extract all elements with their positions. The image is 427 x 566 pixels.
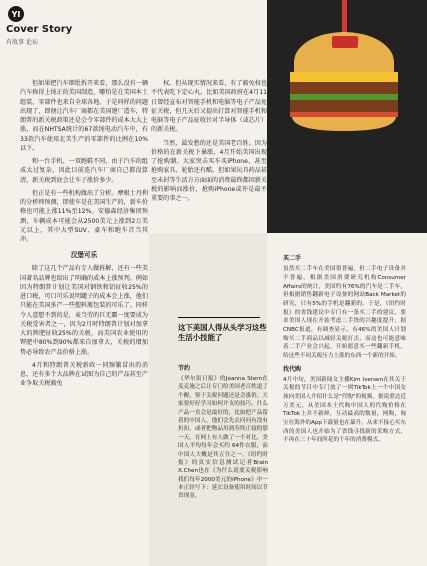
subheading: 汉堡可乐 [70,251,98,260]
section-subtitle: 有故事 论坛 [6,39,38,46]
paragraph: 和一台手机、一双跑鞋不同，由于汽车的组成太过复杂，因此目前连汽车厂商自己都没算清，新关税到底会让车子涨价多少。 [20,158,148,184]
caption-text: 《华尔街日报》的Joanna Stern在麦克施之后让专门给美国老百姓道了个醒，鉴于关税问题还是会涨价，大家要好好学习如何开支的技巧，什么产品一直会是最好的，比如把产品留着的中国人，他们会先去问问有没有折扣，或者把物品用到寿终正寝的那一天。在网上有人做了一个对比，美国人平均每年会买约 64件衣服，而中国人大概是其五分之一。《纽约时报》的真实信息测试记者Brain X.Chen也在《为什么说要关税影响我们每年2000美元的iPhone》中一本正经写下：延长设备使用时间以节省现金。 [178,376,268,500]
bun-bottom-icon [292,117,396,131]
page-header [6,4,146,48]
section-label: 买二手 [283,255,302,262]
tomato-icon [290,112,398,117]
article-right-column [283,250,406,448]
caption-heading: 这下美国人得从头学习这些生活小技能了 [178,323,267,342]
burger-illustration [280,0,410,135]
caption-label: 节约 [178,365,191,372]
patty-icon-2 [290,100,398,112]
paragraph: 但正是有一些机构做出了分析。摩根士丹利的分析师预测，即使车是在美国生产的，新车价格也可能上涨11%至12%。安德森经济集团预测，车辆成本可能会从2500美元上涨到2万美元以上，其中大型SUV、豪车和跑车首当其冲。 [20,189,148,243]
patty-icon [290,82,398,94]
section-badge: YI [8,6,24,22]
article-left-column [20,79,148,393]
section-title: Cover Story [6,24,73,35]
caption-body [178,364,268,501]
paragraph: 4月中旬，美国新闻女主播Kim Iversen在其关于关税的节目中专门放了一则TikTok上一个中国女孩向美国人介绍什么是"代购"的视频。据说重达近万美元，从美国本土代购中国人的代购价格在TikTok上并不新鲜，互动最高的数量，网购，淘宝在海外的App下载量也在暴升。从来不接心买东西的美国人也开始为了省钱寻找新的采购方式，不再在三十年间所花的千年的消费模式。 [283,376,406,444]
cheese-icon [290,72,398,82]
article-middle-column [151,79,267,207]
section-label: 找代购 [283,365,302,373]
lettuce-icon [290,94,398,100]
paragraph: 但如果把汽车细纰拆开来看，那么没有一辆汽车称得上纯正的美国制造，哪怕是在美国本土组装，零部件也来自全球各地。于是同样的问题出现了，即便让汽车厂商都在美国建厂造车，特朗普的新关税政策还是会令零部件的成本大大上涨，而在NHTSA统计的67款纯电动汽车中，有33款汽车使用北美生产的零部件的比例在10%以下。 [20,80,148,152]
paragraph: 当然，最发愁的还是美国老百姓。因为价格的在新关税下暴涨，4月开始美国出现了抢购潮。大家突击买车买iPhone，甚至抢购家具、轮胎还有酷。但如果玩具药品甚至未封等生活方方面面的消费最终都因新关税的影响而涨价，抢购iPhone或许是最不重要的事之一。 [151,139,267,202]
paragraph: 除了这几个产品有专人做拆解，还有一些美国著名品牌也给出了明确的成本上涨预判。例如因为特朗普计划让美国对钢铁和铝征收25%的进口税，可口可乐说明罐子的成本会上涨，他们只能在美国多产一些塑料瓶包装的可乐了。同样令人意想不到的是，麦当劳的巨无霸一度要成为关税受害者之一，因为2月时特朗普计划对加拿大的牌肥征收25%的关税，而美国农业使用的钾肥中80%到90%都来自加拿大，关税的增加势必导致农产品价格上涨。 [20,265,148,356]
paragraph: 权。但从现实情况来看，有了豁免权也不代表吃下定心丸。比如美国政府在4月11日曾经宣布对智能手机和电脑等电子产品免征关税，但几天后又提出打算对智能手机和电脑等电子产品征收针对半导体（或芯片）的新关税。 [151,80,267,134]
caption-divider [178,317,260,318]
paragraph: 虽然买二手车在美国很普遍，但二手电子设备并不普遍。根据美国消费研究机构Consumer Affairs的统计，美国约有76%的汽车是二手车，但根据销售翻新电子设备的网站Back Market的研究，只有5%的手机是翻新的。于是，《纽约时报》的省钱建议中专门有一条买二手的建议，要求美国人现在开始考虑二手货的兴趣度提升，据CNBC报道，有调查显示，有46%的美国人计划购买二手商品以减轻关税打击，而这也可能意味着二手产业会兴起，开始愿意买一些翻新手机，给这些不同关税压力上涨的东西一个新的开始。 [283,266,406,359]
paragraph: 4月和特朗普关税新政一同频繁冒出的消息，还有多个大品牌在试图为自己的产品甚至产业争取关税豁免 [20,361,148,388]
